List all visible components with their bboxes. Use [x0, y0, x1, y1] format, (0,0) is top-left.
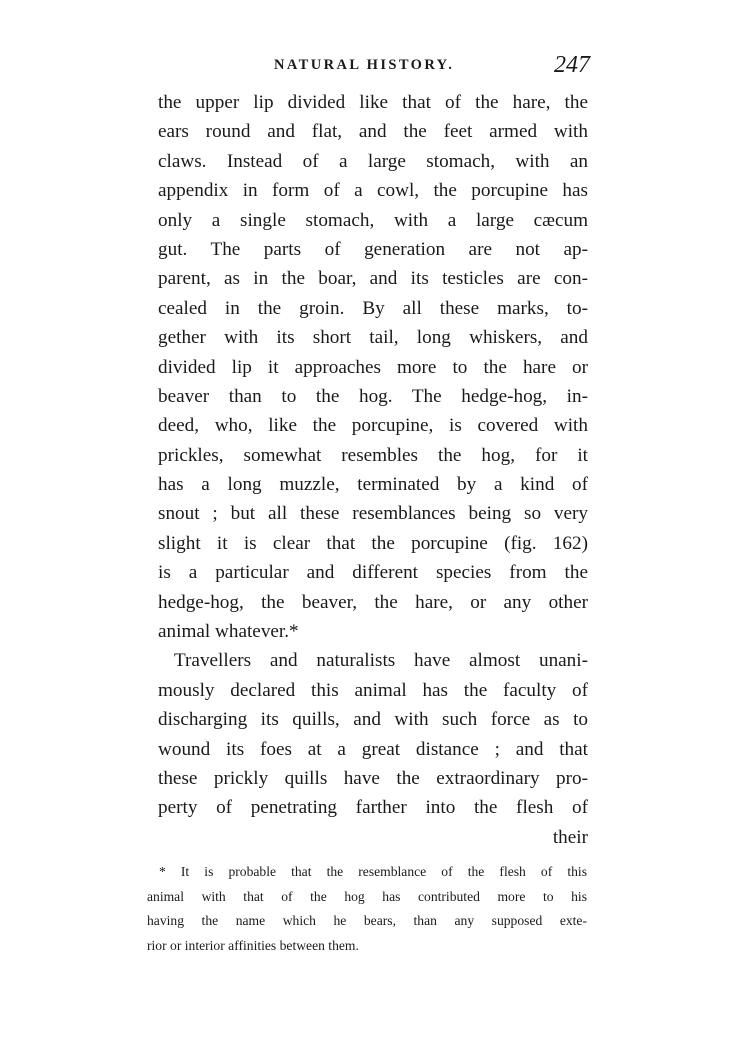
text-line: divided lip it approaches more to the hare or	[158, 356, 588, 378]
page-number: 247	[554, 52, 590, 78]
text-line: claws. Instead of a large stomach, with an	[158, 150, 588, 172]
text-line: deed, who, like the porcupine, is covered with	[158, 415, 588, 437]
text-line: gether with its short tail, long whiskers, and	[158, 327, 588, 349]
text-line: beaver than to the hog. The hedge-hog, in-	[158, 385, 588, 407]
text-line: perty of penetrating farther into the flesh of	[158, 797, 588, 819]
paragraph-start-line: Travellers and naturalists have almost unani-	[174, 650, 588, 672]
text-line: snout ; but all these resemblances being so very	[158, 503, 588, 525]
text-line: ears round and flat, and the feet armed with	[158, 121, 588, 143]
text-line: parent, as in the boar, and its testicles are con-	[158, 268, 588, 290]
text-line: is a particular and different species from the	[158, 562, 588, 584]
text-line: gut. The parts of generation are not ap-	[158, 238, 588, 260]
text-line: cealed in the groin. By all these marks, to-	[158, 297, 588, 319]
text-line: discharging its quills, and with such force as to	[158, 709, 588, 731]
running-head	[158, 52, 590, 86]
footnote-line: animal with that of the hog has contributed more to his	[147, 888, 587, 904]
text-line: hedge-hog, the beaver, the hare, or any other	[158, 591, 588, 613]
text-line: wound its foes at a great distance ; and that	[158, 738, 588, 760]
paragraph-end-line: animal whatever.*	[158, 621, 299, 643]
text-line: slight it is clear that the porcupine (fig. 162)	[158, 532, 588, 554]
footnote-line: * It is probable that the resemblance of the flesh of this	[159, 864, 587, 879]
text-line: the upper lip divided like that of the hare, the	[158, 92, 588, 113]
running-title: NATURAL HISTORY.	[274, 57, 455, 73]
catchword: their	[552, 826, 588, 848]
text-line: has a long muzzle, terminated by a kind of	[158, 474, 588, 496]
main-text	[158, 88, 588, 852]
text-line: these prickly quills have the extraordinary pro-	[158, 767, 588, 789]
footnote	[147, 860, 587, 958]
text-line: appendix in form of a cowl, the porcupine has	[158, 180, 588, 202]
text-line: only a single stomach, with a large cæcum	[158, 209, 588, 231]
text-line: mously declared this animal has the faculty of	[158, 679, 588, 701]
footnote-line: having the name which he bears, than any supposed exte-	[147, 913, 587, 928]
footnote-line: rior or interior affinities between them.	[147, 937, 359, 953]
text-line: prickles, somewhat resembles the hog, for it	[158, 444, 588, 466]
